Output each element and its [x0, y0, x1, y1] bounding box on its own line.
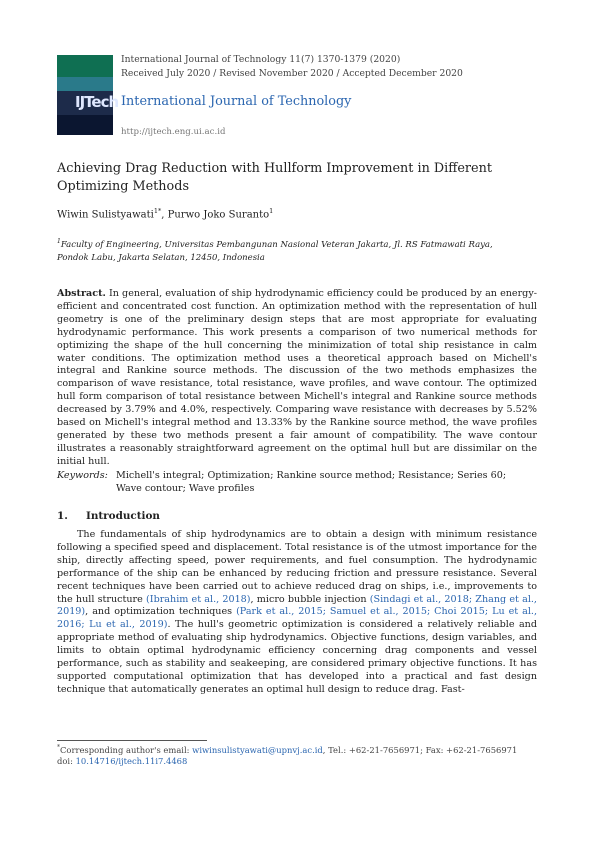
footnote-email-line [57, 744, 557, 755]
abstract-text: In general, evaluation of ship hydrodynamic efficiency could be produced by an energy-efficient and concentrated cost function. An optimization method with the representation of hull geometry is one of the preliminary design steps that are most appropriate for evaluating hydrodynamic performance. This work presents a comparison of two numerical methods for optimizing the shape of the hull concerning the minimization of total ship resistance in calm water conditions. The optimization method uses a theoretical approach based on Michell's integral and Rankine source methods. The discussion of the two methods emphasizes the comparison of wave resistance, total resistance, wave profiles, and wave contour. The optimized hull form comparison of total resistance between Michell's integral and Rankine source methods decreased by 3.79% and 4.0%, respectively. Comparing wave resistance with decreases by 5.52% based on Michell's integral method and 13.33% by the Rankine source method, the wave profiles generated by these two methods present a fair amount of compatibility. The wave contour illustrates a reasonably straightforward agreement on the optimal hull but are dissimilar on the initial hull. [57, 288, 537, 467]
journal-citation: International Journal of Technology 11(7) 1370-1379 (2020) [121, 54, 401, 65]
abstract-label: Abstract. [57, 288, 106, 299]
intro-text: . The hull's geometric optimization is considered a relatively reliable and appropriate method of evaluating ship hydrodynamics. Objective functions, design variables, and limits to obtain optimal hydrodynamic efficiency concerning drag components and vessel performance, such as stability and seakeeping, are considered primary objective functions. It has supported computational optimization that has developed into a practical and fast design technique that automatically generates an optimal hull design to reduce drag. Fast- [57, 619, 537, 695]
journal-url[interactable]: http://ijtech.eng.ui.ac.id [121, 127, 226, 137]
section-number: 1. [57, 510, 68, 522]
intro-text: , micro bubble injection [250, 593, 370, 605]
journal-name[interactable]: International Journal of Technology [121, 94, 352, 109]
author-affil-mark: 1 [269, 207, 274, 215]
doi-link[interactable]: 10.14716/ijtech.11i7.4468 [75, 756, 188, 766]
doi-label: doi: [57, 756, 76, 766]
footnote-contact: , Tel.: +62-21-7656971; Fax: +62-21-7656971 [322, 744, 518, 755]
author-affil-mark: 1* [153, 207, 162, 215]
footnote-label: Corresponding author's email: [60, 744, 193, 755]
footnote-divider [57, 740, 207, 741]
email-link[interactable]: wiwinsulistyawati@upnvj.ac.id [192, 744, 323, 755]
citation-link[interactable]: (Park et al., 2015; Samuel et al., 2015; Choi 2015; Lu et al., 2016; Lu et al., 2019) [57, 606, 538, 631]
affiliation-text: Faculty of Engineering, Universitas Pembangunan Nasional Veteran Jakarta, Jl. RS Fatmawati Raya, Pondok Labu, Jakarta Selatan, 12450, Indonesia [57, 239, 493, 263]
footnote-doi-line [57, 756, 557, 766]
journal-logo [57, 55, 119, 135]
section-title: Introduction [85, 510, 160, 522]
intro-text: , and optimization techniques [85, 606, 237, 618]
affiliation [57, 235, 527, 265]
author-name: Purwo Joko Suranto [167, 209, 270, 221]
citation-link[interactable]: (Ibrahim et al., 2018) [146, 593, 251, 605]
author-separator: , [161, 209, 168, 221]
paper-title: Achieving Drag Reduction with Hullform Improvement in Different Optimizing Methods [57, 161, 492, 194]
affiliation-mark: 1 [57, 238, 61, 245]
abstract [57, 288, 537, 469]
keywords-text: Michell's integral; Optimization; Rankine source method; Resistance; Series 60; Wave contour; Wave profiles [116, 470, 507, 494]
intro-paragraph [57, 529, 537, 697]
article-dates: Received July 2020 / Revised November 2020 / Accepted December 2020 [121, 68, 463, 79]
citation-link[interactable]: (Sindagi et al., 2018; Zhang et al., 2019) [57, 593, 537, 618]
footnote-mark: * [57, 744, 60, 751]
logo-text: IJTech [75, 93, 119, 111]
author-name: Wiwin Sulistyawati [57, 209, 154, 221]
keywords-label: Keywords: [57, 470, 108, 481]
section-heading [57, 510, 160, 522]
intro-text: The fundamentals of ship hydrodynamics are to obtain a design with minimum resistance following a specified speed and displacement. Total resistance is of the utmost importance for the ship, directly affecting speed, power requirements, and fuel consumption. The hydrodynamic performance of the ship can be enhanced by reducing friction and pressure resistance. Several recent techniques have been carried out to achieve reduced drag on ships, i.e., improvements to the hull structure [57, 529, 537, 605]
author-list [57, 207, 273, 220]
